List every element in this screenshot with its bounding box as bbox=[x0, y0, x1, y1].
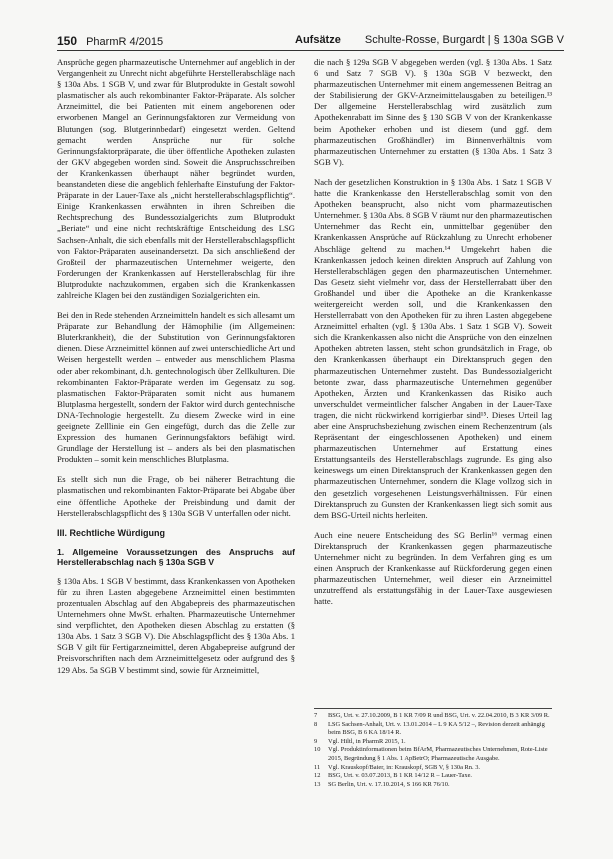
journal-issue: PharmR 4/2015 bbox=[86, 36, 164, 48]
section-heading: III. Rechtliche Würdigung bbox=[57, 527, 165, 538]
footnote-text: Vgl. Produktinformationen beim BfArM, Pharmazeutisches Unternehmen, Rote-Liste 2015, Begründung § 1 Abs. 1 ApBetrO; Pharmazeutische Ausgabe. bbox=[328, 746, 548, 762]
footnote bbox=[314, 721, 552, 738]
footnote bbox=[314, 746, 552, 763]
footnote-number: 12 bbox=[314, 772, 321, 780]
footnote-text: LSG Sachsen-Anhalt, Urt. v. 13.01.2014 – L 9 KA 5/12 –, Revision derzeit anhängig beim BSG, B 6 KA 18/14 R. bbox=[328, 720, 545, 737]
footnote bbox=[314, 764, 552, 773]
footnote-number: 10 bbox=[314, 746, 321, 754]
body-paragraph: Auch eine neuere Entscheidung des SG Berlin¹⁶ vermag einen Direktanspruch der Krankenkassen gegen pharmazeutische Unternehmer nicht zu begründen. In dem Verfahren ging es um einen Anspruch der Krankenkasse auf Rückforderung gegen einen pharmazeutischen Unternehmer, weil dieser ein Arzneimittel unzutreffend als erstattungsfähig in der Lauer-Taxe ausgewiesen hatte. bbox=[314, 529, 552, 607]
footnote-text: BSG, Urt. v. 27.10.2009, B 1 KR 7/09 R und BSG, Urt. v. 22.04.2010, B 3 KR 3/09 R. bbox=[328, 712, 550, 719]
page-header bbox=[57, 30, 564, 51]
footnote-text: SG Berlin, Urt. v. 17.10.2014, S 166 KR 76/10. bbox=[328, 780, 450, 788]
footnote-number: 9 bbox=[314, 737, 318, 745]
footnote-text: Vgl. Krauskopf/Baier, in: Krauskopf, SGB V, § 130a Rn. 3. bbox=[328, 763, 480, 771]
footnotes bbox=[314, 708, 552, 852]
subsection-heading: 1. Allgemeine Voraussetzungen des Anspruchs auf Herstellerabschlag nach § 130a SGB V bbox=[57, 546, 295, 568]
footnote bbox=[314, 738, 552, 747]
body-paragraph: Es stellt sich nun die Frage, ob bei näherer Betrachtung die plasmatischen und rekombinanten Faktor-Präparate bei Abgabe über eine öffentliche Apotheke der Preisbindung und damit der Herstellerabschlagspflicht des § 130a SGB V unterfallen oder nicht. bbox=[57, 474, 295, 518]
section-label: Aufsätze bbox=[295, 34, 341, 46]
left-column bbox=[57, 57, 295, 847]
footnote bbox=[314, 712, 552, 721]
body-paragraph: Nach der gesetzlichen Konstruktion in § 130a Abs. 1 Satz 1 SGB V hatte die Krankenkasse den Herstellerabschlag somit von den Apotheken beansprucht, also nicht vom pharmazeutischen Unternehmer. § 130a Abs. 8 SGB V räumt nur den pharmazeutischen Unternehmer das Recht ein, unmittelbar gegenüber den Krankenkassen Ansprüche auf Rückzahlung zu Unrecht erhobener Abschläge geltend zu machen.¹⁴ Umgekehrt haben die Krankenkassen jedoch keinen direkten Anspruch auf Zahlung von Herstellerabschlägen gegen den pharmazeutischen Unternehmer. Das Gesetz sieht vielmehr vor, dass der Herstellerrabatt über den Großhandel und über die Apotheke an die Krankenkasse weitergereicht werden soll, und die Krankenkassen den Herstellerrabatt von den Apotheken für zu ihren Lasten abgegebene Arzneimittel erhalten (vgl. § 130a Abs. 1 Satz 1 SGB V). Soweit sich die Krankenkassen also nicht die Ansprüche von den einzelnen Apotheken abtreten lassen, steht schon grundsätzlich in Frage, ob den Krankenkassen überhaupt ein Direktanspruch gegen den pharmazeutischen Unternehmer zusteht. Das Bundessozialgericht betonte zwar, dass pharmazeutische Unternehmen gegenüber Apotheken, Ärzten und Krankenkassen das Risiko auch unverschuldet vermeintlicher falscher Angaben in der Lauer-Taxe tragen, die nicht rückwirkend korrigierbar sind¹⁵. Dieses Urteil lag aber eine Anspruchsbeziehung zwischen einem Rechenzentrum (als Repräsentant der eingeschlossenen Apotheken) und einem pharmazeutischen Unternehmer auf Erstattung eines Erstattungsanteils des Herstellerabschlags zugrunde. Es ging also keineswegs um einen Direktanspruch der Krankenkassen gegen den pharmazeutischen Unternehmer, sondern die Klage vollzog sich in den gesetzlich vorgesehenen Leistungsverhältnissen. Für einen Direktanspruch zu Gunsten der Krankenkassen liegt sich somit aus dem BSG-Urteil nichts herleiten. bbox=[314, 176, 552, 520]
footnote-text: Vgl. Hiltl, in PharmR 2015, 1. bbox=[328, 737, 406, 745]
body-paragraph: Ansprüche gegen pharmazeutische Unternehmer auf angeblich in der Vergangenheit zu Unrecht nicht abgeführte Herstellerabschläge nach § 130a Abs. 1 SGB V, und zwar für Blutprodukte in Gestalt sowohl plasmatischer als auch rekombinanter Faktor-Präparate. Als solcher Arzneimittel, die bei Patienten mit einem angeborenen oder erworbenen Mangel an Gerinnungsfaktoren zur Vermeidung von Blutungen (sog. Blutgerinnbedarf) eingesetzt werden. Geltend gemacht werden Ansprüche nur für solche Gerinnungsfaktorpräparate, die über öffentliche Apotheken zulasten der GKV abgegeben worden sind. Soweit die Anspruchsschreiben der Krankenkassen überhaupt näher begründet wurden, beanstandeten diese die angeblich fehlerhafte Einstufung der Faktor-Präparate in der Lauer-Taxe als „nicht herstellerabschlagspflichtig“. Einige Krankenkassen erwähnten in ihren Schreiben die Rechtsprechung des Bundessozialgerichts zum Blutprodukt „Beriate“ und eine nicht rechtskräftige Entscheidung des LSG Sachsen-Anhalt, die sich ebenfalls mit der Herstellerabschlagspflicht von Faktor-Präparaten auseinandersetzt. Da sich anschließend der Großteil der pharmazeutischen Unternehmer weigerte, den Forderungen der Krankenkassen auf Herstellerabschlag für ihre Blutprodukte nachzukommen, ergaben sich die Krankenkassen zahlreiche Klagen bei den zuständigen Sozialgerichten ein. bbox=[57, 57, 295, 300]
footnote-number: 8 bbox=[314, 720, 318, 728]
footnote-number: 7 bbox=[314, 712, 318, 719]
body-paragraph: Bei den in Rede stehenden Arzneimitteln handelt es sich allesamt um Präparate zur Behandlung der Hämophilie (im Allgemeinen: Bluterkrankheit), die der Substitution von Gerinnungsfaktoren dienen. Diese Arzneimittel können auf zwei unterschiedliche Art und Weisen hergestellt werden – entweder aus menschlichem Plasma oder aber rekombinant, d.h. gentechnologisch über Zellkulturen. Die rekombinanten Faktor-Präparate werden im Gegensatz zu sog. plasmatischen Faktor-Präparaten somit nicht aus humanem Blutplasma hergestellt, sondern der Faktor wird durch gentechnische DNA-Technologie hergestellt. Zu diesem Zwecke wird in eine geeignete Zelllinie ein Gen eingefügt, durch das die Zelle zur Expression des humanen Gerinnungsfaktors befähigt wird. Grundlage der Herstellung ist – anders als bei den plasmatischen Produkten – somit kein menschliches Blutplasma. bbox=[57, 310, 295, 465]
footnote-number: 13 bbox=[314, 780, 321, 788]
body-paragraph: die nach § 129a SGB V abgegeben werden (vgl. § 130a Abs. 1 Satz 6 und Satz 7 SGB V). § 130a SGB V bezweckt, den pharmazeutischen Unternehmer mit einem angemessenen Beitrag an der Stabilisierung der GKV-Arzneimittelausgaben zu beteiligen.¹³ Der allgemeine Herstellerabschlag wird zusätzlich zum Apothekenrabatt im Sinne des § 130 SGB V von der Krankenkasse beim Apotheker erhoben und ist diesem (und ggf. dem pharmazeutischen Großhändler) im Binnenverhältnis vom pharmazeutischen Unternehmer zu erstatten (§ 130a Abs. 1 Satz 3 SGB V). bbox=[314, 57, 552, 167]
footnote bbox=[314, 781, 552, 790]
page-number: 150 bbox=[57, 34, 78, 48]
right-column bbox=[314, 57, 552, 697]
footnote-text: BSG, Urt. v. 03.07.2013, B 1 KR 14/12 R – Lauer-Taxe. bbox=[328, 772, 473, 780]
running-title: Schulte-Rosse, Burgardt | § 130a SGB V bbox=[364, 34, 564, 46]
header-left bbox=[57, 34, 163, 48]
body-paragraph: § 130a Abs. 1 SGB V bestimmt, dass Krankenkassen von Apotheken für zu ihren Lasten abgegebene Arzneimittel einen bestimmten prozentualen Abschlag auf den Abgabepreis des pharmazeutischen Unternehmers ohne MwSt. erhalten. Pharmazeutische Unternehmer sind verpflichtet, den Apotheken diesen Abschlag zu erstatten (§ 130a Abs. 1 Satz 3 SGB V). Die Abschlagspflicht des § 130a Abs. 1 SGB V gilt für Fertigarzneimittel, deren Abgabepreise aufgrund der Preisvorschriften nach dem Arzneimittelgesetz oder aufgrund des § 129 Abs. 5a SGB V bestimmt sind, sowie für Arzneimittel, bbox=[57, 575, 295, 675]
footnote bbox=[314, 772, 552, 781]
footnote-number: 11 bbox=[314, 763, 321, 771]
